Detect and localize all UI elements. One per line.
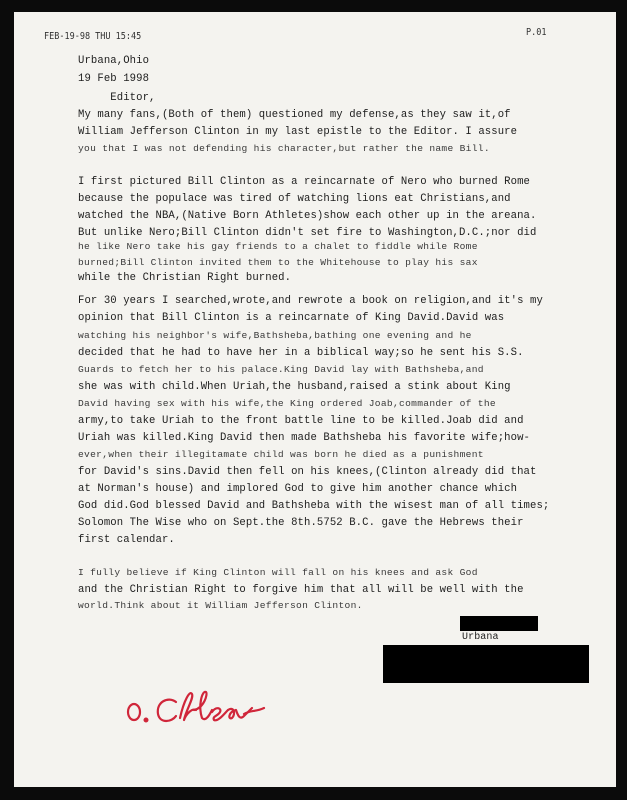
letter-line: first calendar. bbox=[78, 534, 175, 546]
letter-line: ever,when their illegitamate child was born he died as a punishment bbox=[78, 449, 484, 460]
letter-line: burned;Bill Clinton invited them to the Whitehouse to play his sax bbox=[78, 257, 478, 268]
letter-line: But unlike Nero;Bill Clinton didn't set fire to Washington,D.C.;nor did bbox=[78, 227, 537, 239]
letter-line: decided that he had to have her in a biblical way;so he sent his S.S. bbox=[78, 347, 524, 359]
letter-line: she was with child.When Uriah,the husband,raised a stink about King bbox=[78, 381, 511, 393]
fax-datetime: FEB-19-98 THU 15:45 bbox=[44, 31, 142, 42]
signature-city: Urbana bbox=[462, 632, 499, 643]
letter-line: Uriah was killed.King David then made Bathsheba his favorite wife;how- bbox=[78, 432, 531, 444]
letter-line: because the populace was tired of watching lions eat Christians,and bbox=[78, 193, 511, 205]
letter-line: I fully believe if King Clinton will fall on his knees and ask God bbox=[78, 567, 478, 578]
letter-line: Urbana,Ohio bbox=[78, 55, 150, 67]
letter-line: you that I was not defending his character,but rather the name Bill. bbox=[78, 143, 490, 154]
letter-line: Editor, bbox=[78, 92, 156, 104]
letter-line: for David's sins.David then fell on his knees,(Clinton already did that bbox=[78, 466, 537, 478]
letter-line: Solomon The Wise who on Sept.the 8th.5752 B.C. gave the Hebrews their bbox=[78, 517, 524, 529]
letter-line: watching his neighbor's wife,Bathsheba,bathing one evening and he bbox=[78, 330, 472, 341]
letter-line: For 30 years I searched,wrote,and rewrote a book on religion,and it's my bbox=[78, 295, 543, 307]
letter-line: My many fans,(Both of them) questioned my defense,as they saw it,of bbox=[78, 109, 511, 121]
letter-line: he like Nero take his gay friends to a chalet to fiddle while Rome bbox=[78, 241, 478, 252]
letter-line: Guards to fetch her to his palace.King David lay with Bathsheba,and bbox=[78, 364, 484, 375]
letter-line: William Jefferson Clinton in my last epistle to the Editor. I assure bbox=[78, 126, 518, 138]
letter-line: army,to take Uriah to the front battle line to be killed.Joab did and bbox=[78, 415, 524, 427]
letter-line: world.Think about it William Jefferson Clinton. bbox=[78, 600, 363, 611]
letter-line: watched the NBA,(Native Born Athletes)show each other up in the areana. bbox=[78, 210, 537, 222]
letter-line: God did.God blessed David and Bathsheba with the wisest man of all times; bbox=[78, 500, 550, 512]
fax-page-number: P.01 bbox=[526, 27, 547, 38]
handwritten-initials-stamp bbox=[124, 680, 274, 730]
fax-page bbox=[14, 12, 616, 787]
redaction-bar bbox=[460, 616, 538, 631]
redaction-bar bbox=[383, 645, 589, 683]
letter-line: David having sex with his wife,the King ordered Joab,commander of the bbox=[78, 398, 496, 409]
letter-line: 19 Feb 1998 bbox=[78, 73, 150, 85]
letter-line: while the Christian Right burned. bbox=[78, 272, 292, 284]
letter-line: opinion that Bill Clinton is a reincarnate of King David.David was bbox=[78, 312, 505, 324]
letter-line: at Norman's house) and implored God to give him another chance which bbox=[78, 483, 518, 495]
letter-line: I first pictured Bill Clinton as a reincarnate of Nero who burned Rome bbox=[78, 176, 531, 188]
letter-line: and the Christian Right to forgive him that all will be well with the bbox=[78, 584, 524, 596]
